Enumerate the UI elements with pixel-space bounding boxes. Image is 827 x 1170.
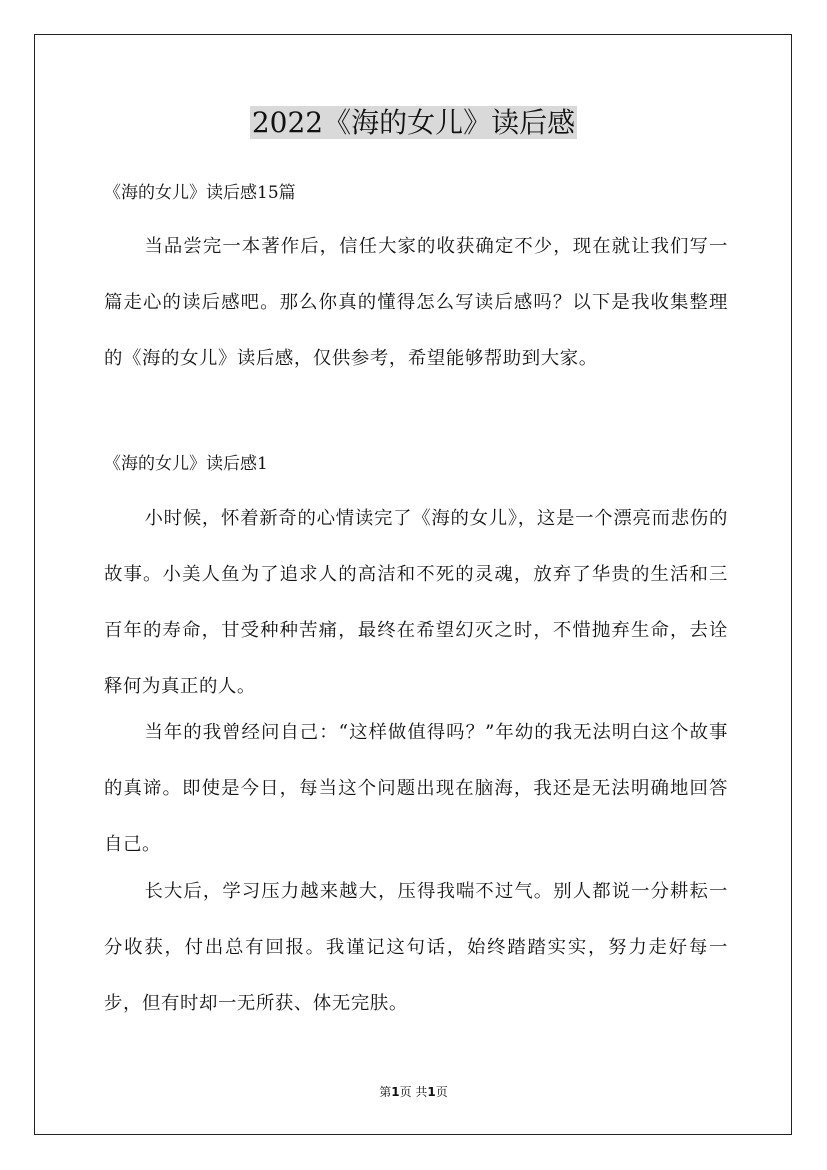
page-label-post: 页: [435, 1085, 448, 1099]
page-total: 1: [427, 1085, 436, 1099]
document-title: [0, 103, 827, 143]
document-subtitle: 《海的女儿》读后感15篇: [104, 183, 296, 203]
page-label-pre: 第: [379, 1085, 392, 1099]
section-heading: 《海的女儿》读后感1: [104, 454, 268, 474]
document-title-text: 2022《海的女儿》读后感: [251, 106, 576, 139]
page-label-mid: 页 共: [399, 1085, 428, 1099]
page-number-footer: [0, 1083, 827, 1101]
body-paragraph-1: 小时候，怀着新奇的心情读完了《海的女儿》，这是一个漂亮而悲伤的故事。小美人鱼为了追求人的高洁和不死的灵魂，放弃了华贵的生活和三百年的寿命，甘受种种苦痛，最终在希望幻灭之时，不惜抛弃生命，去诠释何为真正的人。: [104, 508, 728, 697]
intro-paragraph: 当品尝完一本著作后，信任大家的收获确定不少，现在就让我们写一篇走心的读后感吧。那么你真的懂得怎么写读后感吗？以下是我收集整理的《海的女儿》读后感，仅供参考，希望能够帮助到大家。: [104, 236, 728, 369]
body-paragraph-2: 当年的我曾经问自己：“这样做值得吗？”年幼的我无法明白这个故事的真谛。即使是今日，每当这个问题出现在脑海，我还是无法明确地回答自己。: [104, 722, 728, 855]
page-current: 1: [391, 1085, 400, 1099]
body-paragraph-3: 长大后，学习压力越来越大，压得我喘不过气。别人都说一分耕耘一分收获，付出总有回报。我谨记这句话，始终踏踏实实，努力走好每一步，但有时却一无所获、体无完肤。: [104, 881, 728, 1014]
